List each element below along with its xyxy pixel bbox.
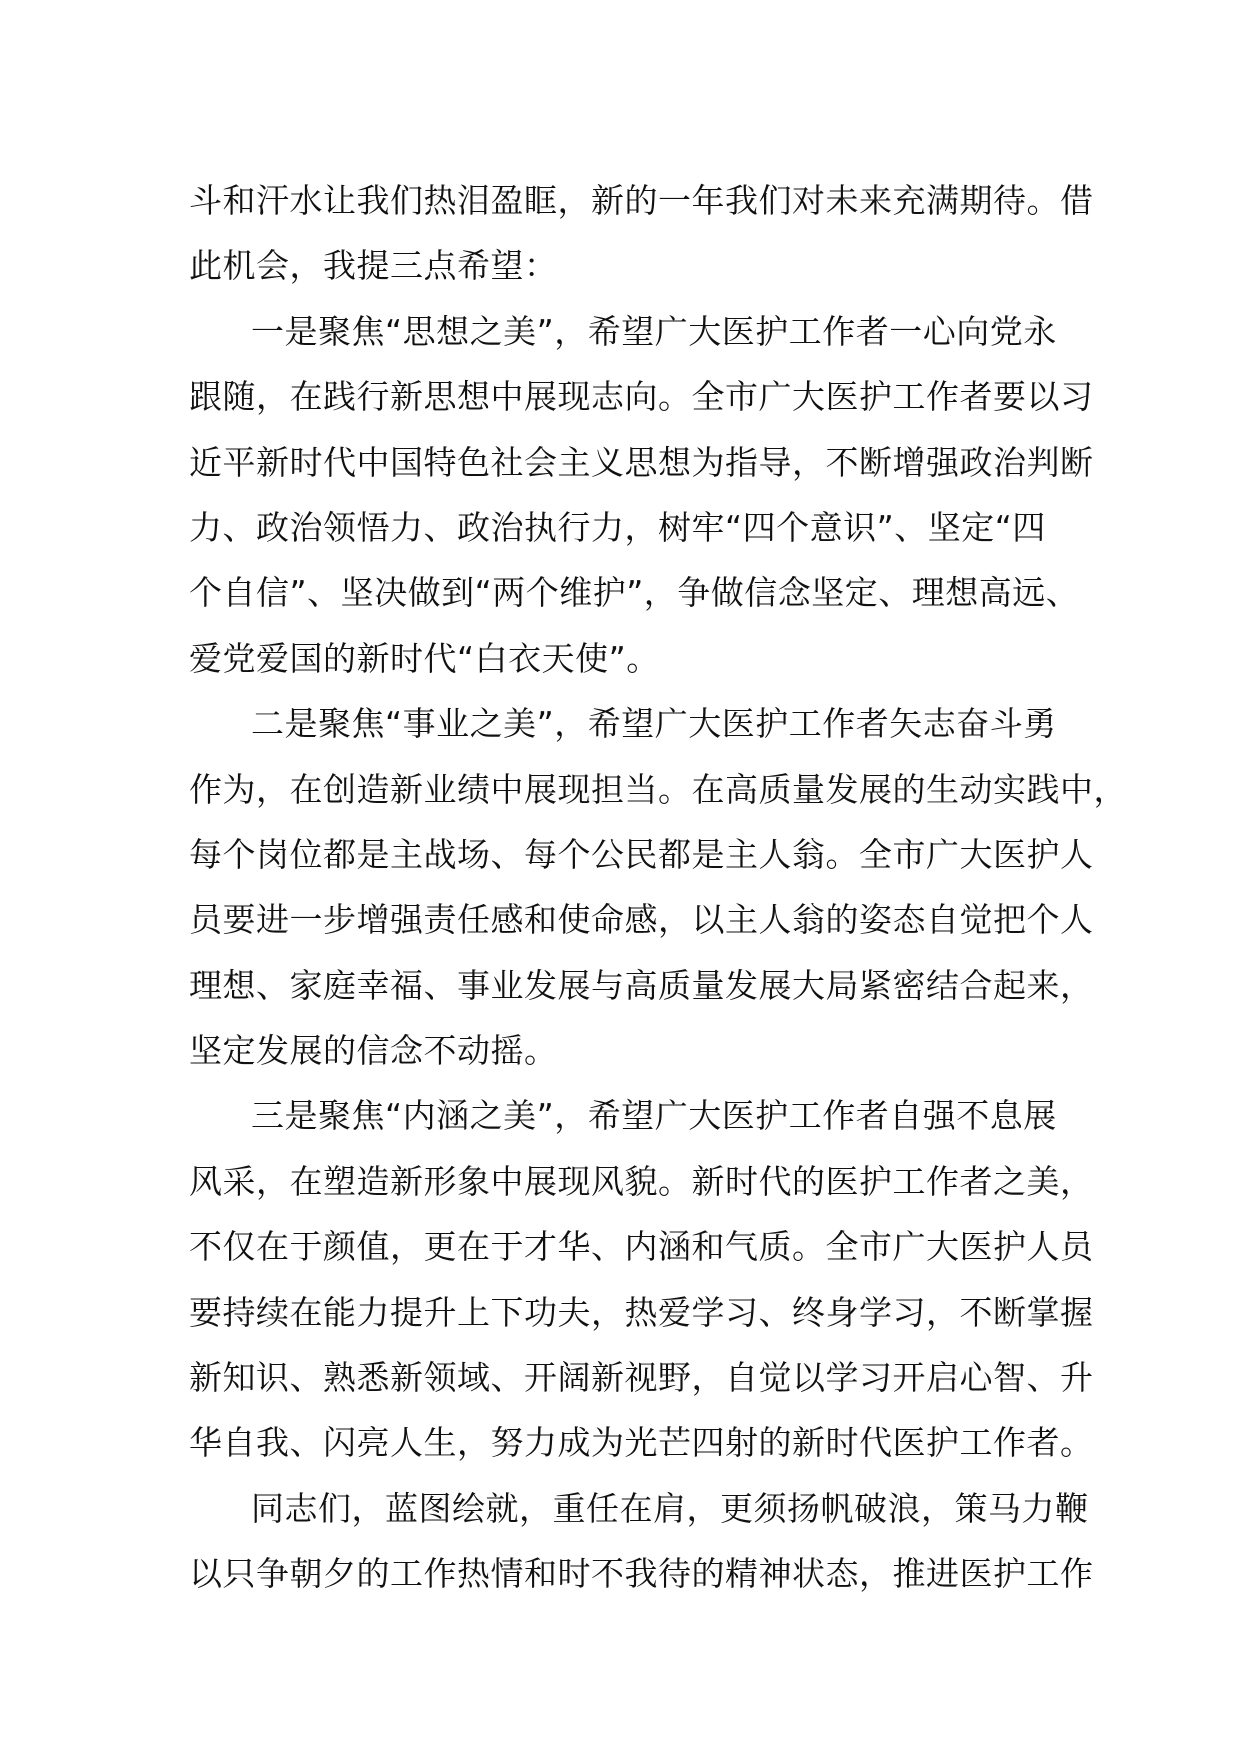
- text-line: 个自信”、坚决做到“两个维护”，争做信念坚定、理想高远、: [189, 573, 1080, 613]
- text-line: 近平新时代中国特色社会主义思想为指导，不断增强政治判断: [189, 442, 1094, 482]
- text-line: 跟随，在践行新思想中展现志向。全市广大医护工作者要以习: [189, 377, 1094, 417]
- text-line: 风采，在塑造新形象中展现风貌。新时代的医护工作者之美，: [189, 1161, 1094, 1201]
- text-line: 二是聚焦“事业之美”，希望广大医护工作者矢志奋斗勇: [251, 704, 1057, 744]
- text-line: 不仅在于颜值，更在于才华、内涵和气质。全市广大医护人员: [189, 1227, 1094, 1267]
- text-line: 员要进一步增强责任感和使命感，以主人翁的姿态自觉把个人: [189, 900, 1094, 940]
- text-line: 爱党爱国的新时代“白衣天使”。: [189, 638, 660, 678]
- text-line: 坚定发展的信念不动摇。: [189, 1031, 558, 1071]
- text-line: 华自我、闪亮人生，努力成为光芒四射的新时代医护工作者。: [189, 1423, 1094, 1463]
- text-line: 以只争朝夕的工作热情和时不我待的精神状态，推进医护工作: [189, 1554, 1094, 1594]
- text-line: 同志们，蓝图绘就，重任在肩，更须扬帆破浪，策马力鞭: [251, 1488, 1089, 1528]
- text-line: 一是聚焦“思想之美”，希望广大医护工作者一心向党永: [251, 311, 1057, 351]
- text-line: 作为，在创造新业绩中展现担当。在高质量发展的生动实践中，: [189, 769, 1127, 809]
- text-line: 斗和汗水让我们热泪盈眶，新的一年我们对未来充满期待。借: [189, 181, 1094, 220]
- text-line: 力、政治领悟力、政治执行力，树牢“四个意识”、坚定“四: [189, 507, 1046, 547]
- text-line: 要持续在能力提升上下功夫，热爱学习、终身学习，不断掌握: [189, 1292, 1094, 1332]
- document-body: [189, 168, 1127, 1607]
- text-line: 此机会，我提三点希望：: [189, 246, 558, 286]
- text-line: 三是聚焦“内涵之美”，希望广大医护工作者自强不息展: [251, 1096, 1057, 1136]
- text-line: 每个岗位都是主战场、每个公民都是主人翁。全市广大医护人: [189, 834, 1094, 874]
- text-line: 新知识、熟悉新领域、开阔新视野，自觉以学习开启心智、升: [189, 1358, 1094, 1398]
- text-line: 理想、家庭幸福、事业发展与高质量发展大局紧密结合起来，: [189, 965, 1094, 1005]
